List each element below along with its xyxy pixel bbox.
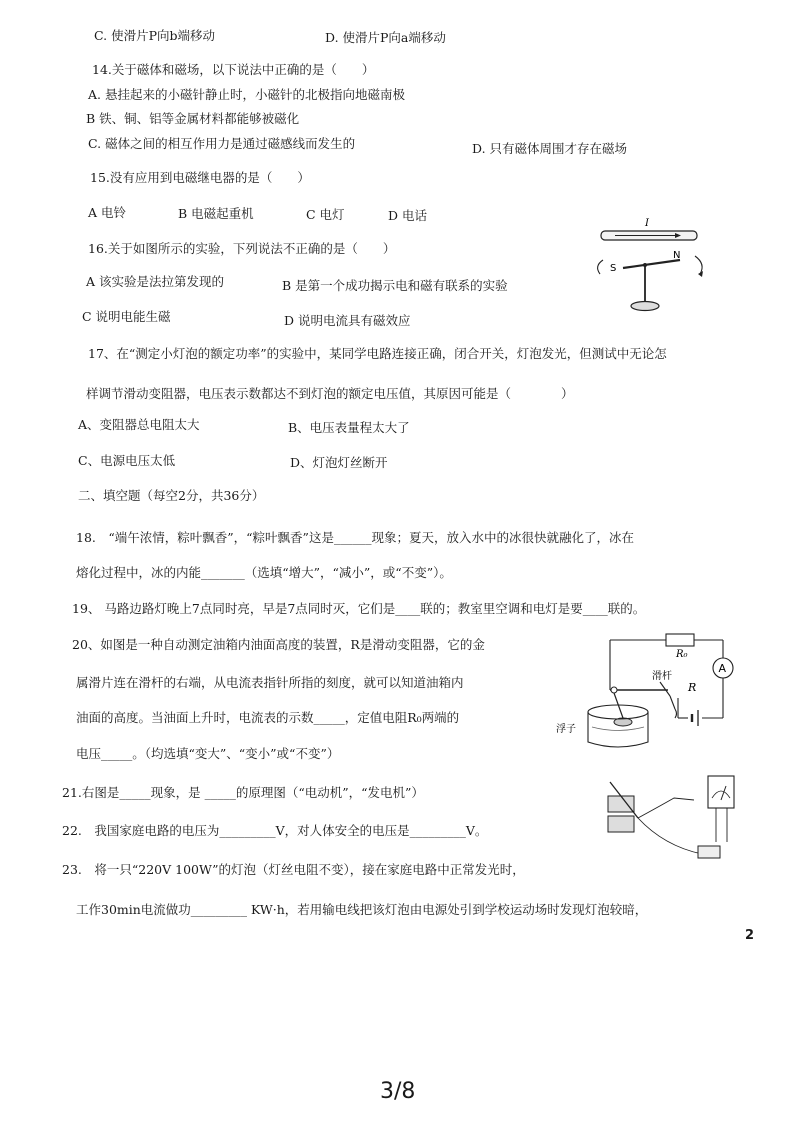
rotation-arrow-left	[598, 260, 603, 274]
lever-label: 滑杆	[652, 671, 672, 682]
q19-line1: 19、 马路边路灯晚上7点同时亮，早是7点同时灭，它们是____联的；教室里空调和电灯是要____联的。	[72, 601, 646, 616]
q14-option-b: B 铁、铜、铝等金属材料都能够被磁化	[86, 111, 300, 126]
page-indicator: 3/8	[380, 1079, 416, 1104]
q16-stem: 16.关于如图所示的实验，下列说法不正确的是（ ）	[88, 241, 396, 256]
q20-line3: 油面的高度。当油面上升时，电流表的示数_____，定值电阻R₀两端的	[76, 710, 460, 725]
q23-line2: 工作30min电流做功_________ KW·h，若用输电线把该灯泡由电源处引到学校运动场时发现灯泡较暗，	[76, 902, 648, 917]
resistor-r-label: R	[688, 681, 697, 694]
oil-gauge-circuit-figure	[548, 630, 748, 760]
q16-option-d: D 说明电流具有磁效应	[284, 313, 411, 328]
induction-experiment-figure	[604, 770, 744, 866]
q15-option-b: B 电磁起重机	[178, 206, 254, 221]
q21-line1: 21.右图是_____现象，是 _____的原理图（“电动机”，“发电机”）	[62, 785, 424, 800]
q14-option-c: C. 磁体之间的相互作用力是通过磁感线而发生的	[88, 136, 356, 151]
magnet-top	[608, 796, 634, 812]
rotation-arrow-right	[695, 256, 702, 274]
q16-option-a: A 该实验是法拉第发现的	[86, 274, 225, 289]
q17-stem-line1: 17、在“测定小灯泡的额定功率”的实验中，某同学电路连接正确，闭合开关，灯泡发光，但测试中无论怎	[88, 346, 667, 361]
q23-line1: 23. 将一只“220V 100W”的灯泡（灯丝电阻不变），接在家庭电路中正常发光时，	[62, 862, 525, 877]
resistor-r0	[666, 634, 694, 646]
q16-option-c: C 说明电能生磁	[82, 309, 171, 324]
q13-option-c: C. 使滑片P向b端移动	[94, 28, 215, 43]
magnet-bottom	[608, 816, 634, 832]
q14-option-a: A. 悬挂起来的小磁针静止时，小磁针的北极指向地磁南极	[88, 87, 405, 102]
galvanometer	[708, 776, 734, 808]
q13-option-d: D. 使滑片P向a端移动	[325, 30, 446, 45]
q20-line1: 20、如图是一种自动测定油箱内油面高度的装置，R是滑动变阻器，它的金	[72, 637, 485, 652]
float-label: 浮子	[556, 724, 576, 735]
q17-option-b: B、电压表量程太大了	[288, 420, 410, 435]
q14-option-d: D. 只有磁体周围才存在磁场	[472, 141, 628, 156]
sliding-resistor-r	[660, 682, 670, 696]
q16-option-b: B 是第一个成功揭示电和磁有联系的实验	[282, 278, 508, 293]
section-title-fill-in: 二、填空题（每空2分，共36分）	[78, 488, 265, 503]
q15-option-d: D 电话	[388, 208, 427, 223]
switch-box	[698, 846, 720, 858]
q15-stem: 15.没有应用到电磁继电器的是（ ）	[90, 170, 310, 185]
q18-line1: 18. “端午浓情，粽叶飘香”，“粽叶飘香”这是______现象；夏天，放入水中的冰很快就融化了，冰在	[76, 530, 634, 545]
q17-option-d: D、灯泡灯丝断开	[290, 455, 388, 470]
q22-line1: 22. 我国家庭电路的电压为_________V，对人体安全的电压是_________V。	[62, 823, 488, 838]
current-label: I	[645, 218, 649, 229]
q17-option-a: A、变阻器总电阻太大	[78, 417, 200, 432]
q15-option-c: C 电灯	[306, 207, 345, 222]
q15-option-a: A 电铃	[88, 205, 127, 220]
south-pole-label: S	[610, 263, 617, 274]
north-pole-label: N	[673, 250, 681, 261]
ammeter-label: A	[718, 662, 727, 675]
q17-option-c: C、电源电压太低	[78, 453, 176, 468]
q14-stem: 14.关于磁体和磁场，以下说法中正确的是（ ）	[92, 62, 375, 77]
q20-line4: 电压_____。（均选填“变大”、“变小”或“不变”）	[76, 746, 340, 761]
stand-base	[631, 302, 659, 311]
q20-line2: 属滑片连在滑杆的右端，从电流表指针所指的刻度，就可以知道油箱内	[76, 675, 464, 690]
sheet-page-number: 2	[745, 928, 755, 943]
q17-stem-line2: 样调节滑动变阻器，电压表示数都达不到灯泡的额定电压值，其原因可能是（ ）	[86, 386, 574, 401]
compass-needle	[623, 260, 680, 268]
q18-line2: 熔化过程中，冰的内能_______（选填“增大”，“减小”，或“不变”）。	[76, 565, 452, 580]
resistor-r0-label: R₀	[676, 649, 688, 660]
oersted-experiment-figure	[585, 214, 715, 326]
